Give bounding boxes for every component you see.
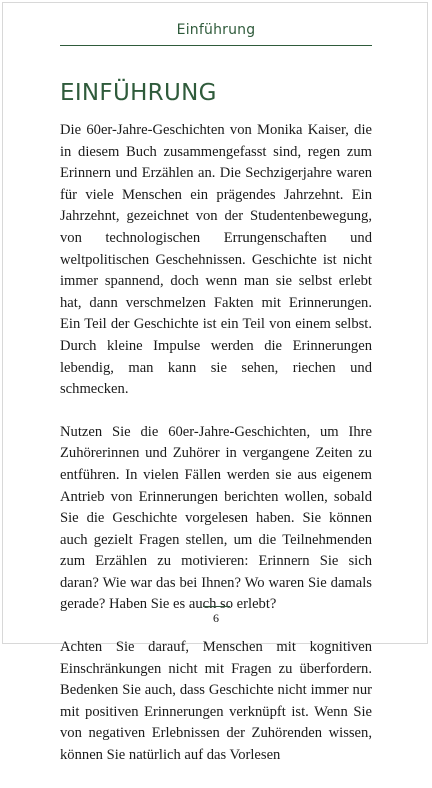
header-rule: [60, 45, 372, 46]
running-header: Einführung: [176, 22, 256, 38]
chapter-title: EINFÜHRUNG: [60, 80, 217, 106]
body-text: [60, 120, 372, 788]
paragraph-usage: Nutzen Sie die 60er-Jahre-Geschichten, um Ihre Zuhörerinnen und Zuhörer in vergangene Zeiten zu entführen. In vielen Fällen werden sie aus eigenem Antrieb von Erinnerungen berichten wollen, sobald Sie die Geschichte vorgelesen haben. Sie können auch gezielt Fragen stellen, um die Teilnehmenden zum Erzählen zu motivieren: Erinnern Sie sich daran? Wie war das bei Ihnen? Wo waren Sie damals gerade? Haben Sie es auch so erlebt?: [60, 423, 372, 613]
paragraph-caution: Achten Sie darauf, Menschen mit kognitiven Einschränkungen nicht mit Fragen zu überfordern. Bedenken Sie auch, dass Geschichte nicht immer nur mit positiven Erinnerungen verknüpft ist. Wenn Sie von negativen Erlebnissen der Zuhörenden wissen, können Sie natürlich auf das Vorlesen: [60, 639, 372, 764]
page-number: 6: [213, 611, 219, 625]
footer-rule: [203, 606, 230, 607]
paragraph-intro: Die 60er-Jahre-Geschichten von Monika Kaiser, die in diesem Buch zusammengefasst sind, regen zum Erinnern und Erzählen an. Die Sechzigerjahre waren für viele Menschen ein prägendes Jahrzehnt. Ein Jahrzehnt, gezeichnet von der Studentenbewegung, von technologischen Errungenschaften und weltpolitischen Geschehnissen. Geschichte ist nicht immer spannend, doch wenn man sie selbst erlebt hat, dann verschmelzen Fakten mit Erinnerungen. Ein Teil der Geschichte ist ein Teil von einem selbst. Durch kleine Impulse werden die Erinnerungen lebendig, man kann sie sehen, riechen und schmecken.: [60, 122, 372, 398]
